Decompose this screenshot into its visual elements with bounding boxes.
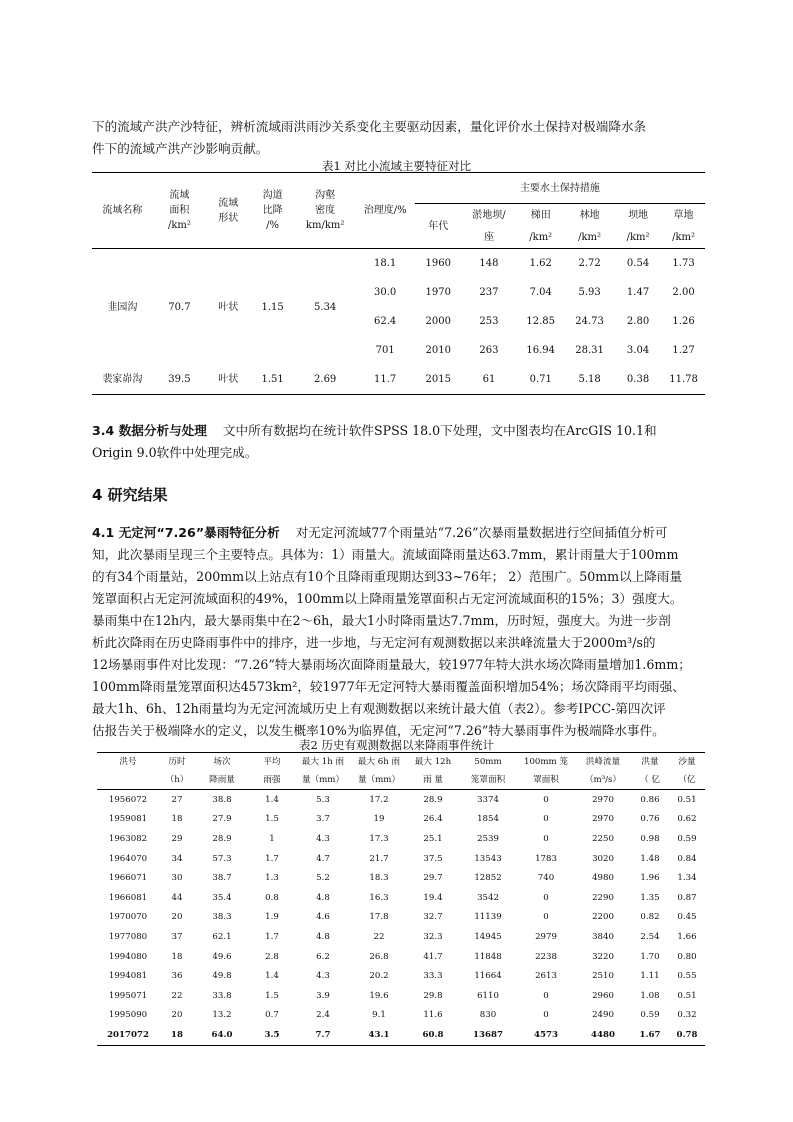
paragraph-line: 暴雨集中在12h内，最大暴雨集中在2～6h，最大1小时降雨量达7.7mm，历时短，强度大。为进一步剖: [92, 613, 671, 628]
table-cell: 2510: [592, 971, 614, 982]
table-cell: 1977080: [108, 931, 148, 942]
table-cell: 0.54: [626, 258, 650, 269]
table-cell: 29.7: [423, 873, 443, 884]
table-cell: 70.7: [168, 301, 191, 313]
table-cell: 0.78: [676, 1029, 698, 1040]
table-cell: 18: [171, 1029, 183, 1040]
table-cell: 19.6: [369, 990, 389, 1001]
table-cell: 叶状: [218, 374, 239, 385]
table-cell: 5.93: [578, 287, 601, 298]
header-cell: 座: [483, 231, 494, 243]
table-cell: 38.7: [212, 873, 232, 884]
table-cell: 0.51: [677, 794, 697, 805]
table-cell: 2613: [535, 971, 557, 982]
table-cell: 1.26: [672, 316, 695, 327]
basin-name-cell: 裴家峁沟: [102, 374, 143, 385]
section-4-heading: 4 研究结果: [92, 486, 168, 504]
table-cell: 2010: [425, 345, 451, 356]
header-cell: 最大 1h 雨: [301, 757, 345, 767]
table-cell: 2290: [592, 892, 614, 903]
table-cell: 18: [171, 951, 183, 962]
table-cell: 4980: [592, 873, 614, 884]
table-cell: 0.55: [677, 971, 697, 982]
table-cell: 19: [373, 814, 385, 825]
paragraph-line: 笼罩面积占无定河流域面积的49%，100mm以上降雨量笼罩面积占无定河流域面积的15%；3）强度大。: [92, 591, 683, 606]
table-row: [97, 927, 705, 947]
intro-paragraph: [92, 116, 704, 160]
table-cell: 1966081: [108, 892, 148, 903]
table-cell: 0.76: [640, 814, 660, 825]
table2-header-row: [97, 753, 705, 772]
header-cell: 梯田: [530, 209, 551, 221]
table-cell: 19.4: [423, 892, 443, 903]
table-cell: 0.82: [640, 912, 660, 923]
table-cell: 17.8: [369, 912, 389, 923]
table-cell: 237: [479, 287, 499, 298]
intro-line: 下的流域产洪产沙特征，辨析流域雨洪雨沙关系变化主要驱动因素，量化评价水土保持对极端降水条: [92, 119, 647, 134]
table-cell: 16.3: [369, 892, 389, 903]
table-cell: 253: [479, 316, 499, 327]
table-cell: 1.34: [677, 873, 697, 884]
table-cell: 18: [171, 814, 183, 825]
table-cell: 0.59: [677, 833, 697, 844]
table-cell: 1.27: [672, 345, 695, 356]
table-cell: 1.51: [261, 374, 284, 385]
table-cell: 21.7: [369, 853, 389, 864]
table-cell: 0.86: [640, 794, 660, 805]
table-row: [97, 790, 705, 810]
table-cell: 740: [537, 873, 555, 884]
table-cell: 22: [373, 931, 385, 942]
table-cell: 22: [171, 990, 183, 1001]
table-cell: 1.11: [640, 971, 660, 982]
table-cell: 0.71: [529, 374, 552, 385]
table-cell: 1.9: [265, 912, 279, 923]
table-cell: 35.4: [212, 892, 232, 903]
table-cell: 36: [171, 971, 183, 982]
table-cell: 1.5: [265, 814, 279, 825]
table-cell: 30.0: [374, 287, 397, 298]
header-cell: /km²: [626, 231, 650, 243]
table-cell: 24.73: [575, 316, 604, 327]
table-cell: 3.9: [316, 990, 330, 1001]
header-cell: [250, 173, 295, 249]
table-cell: 0: [543, 814, 549, 825]
table-cell: 44: [171, 892, 183, 903]
table-row: [97, 986, 705, 1006]
table-cell: 34: [171, 853, 183, 864]
table-cell: 1783: [535, 853, 557, 864]
table-cell: 20: [171, 912, 183, 923]
section-heading: 4.1 无定河“7.26”暴雨特征分析: [92, 525, 280, 540]
table-cell: 0: [543, 912, 549, 923]
table-cell: 37: [171, 931, 183, 942]
table-cell: 2490: [592, 1010, 614, 1021]
header-cell: 量（mm）: [357, 775, 401, 785]
table-cell: 0.45: [677, 912, 697, 923]
header-cell: （亿: [678, 775, 696, 785]
table-cell: 29.8: [423, 990, 443, 1001]
header-text: 流域: [218, 197, 239, 209]
table-cell: 0.80: [677, 951, 697, 962]
table-cell: 1964070: [108, 853, 148, 864]
table-cell: 11.7: [374, 374, 397, 385]
header-cell: 淤地坝/: [472, 209, 506, 221]
table-row: [92, 249, 705, 279]
table-cell: 0.62: [677, 814, 697, 825]
table-row: [97, 1025, 705, 1045]
table-cell: 0.98: [640, 833, 660, 844]
table-cell: 13543: [474, 853, 502, 864]
paragraph-line: 12场暴雨事件对比发现：“7.26”特大暴雨场次面降雨量最大，较1977年特大洪水场次降雨量增加1.6mm；: [92, 657, 691, 672]
table-cell: 2.72: [578, 258, 601, 269]
header-cell: 年代: [415, 204, 462, 249]
table-cell: 1.73: [672, 258, 695, 269]
table-cell: 1: [269, 833, 275, 844]
table-cell: 1994081: [108, 971, 148, 982]
table-cell: 4.8: [316, 892, 330, 903]
table-cell: 2250: [592, 833, 614, 844]
table-cell: 0.59: [640, 1010, 660, 1021]
table-cell: 1.15: [261, 301, 284, 313]
paragraph-text: Origin 9.0软件中处理完成。: [92, 445, 258, 460]
intro-line: 件下的流域产洪产沙影响贡献。: [92, 141, 269, 156]
header-text: 形状: [218, 212, 239, 224]
table-cell: 4.8: [316, 931, 330, 942]
header-cell: 100mm 笼: [523, 757, 569, 767]
table-cell: 3542: [477, 892, 499, 903]
header-cell: 最大 6h 雨: [357, 757, 401, 767]
table-row: [97, 947, 705, 967]
table-cell: 1.08: [640, 990, 660, 1001]
table-cell: 20: [171, 1010, 183, 1021]
table-cell: 2.4: [316, 1010, 330, 1021]
table-cell: 2.80: [626, 316, 650, 327]
table-cell: 1.96: [640, 873, 660, 884]
table-cell: 17.3: [369, 833, 389, 844]
header-cell: 罩面积: [533, 775, 559, 785]
table-cell: 29: [171, 833, 183, 844]
table-cell: 33.3: [423, 971, 443, 982]
table-cell: 1.4: [265, 971, 279, 982]
table-cell: 4.7: [316, 853, 330, 864]
table-cell: 14945: [474, 931, 502, 942]
table-cell: 701: [375, 345, 395, 356]
table-cell: 0.84: [677, 853, 697, 864]
table-cell: 49.6: [212, 951, 232, 962]
table-cell: 3374: [477, 794, 499, 805]
table-cell: 2.00: [672, 287, 695, 298]
table-row: [97, 908, 705, 928]
header-cell: 治理度/%: [355, 173, 414, 249]
table-cell: 0: [543, 990, 549, 1001]
table-cell: 16.94: [526, 345, 556, 356]
paragraph-line: 100mm降雨量笼罩面积达4573km²，较1977年无定河特大暴雨覆盖面积增加54%；场次降雨平均雨强、: [92, 679, 685, 694]
table1-header-row: [92, 173, 705, 204]
table-cell: 1959081: [108, 814, 148, 825]
table-cell: 5.2: [316, 873, 330, 884]
table-cell: 33.8: [212, 990, 232, 1001]
table-row: [97, 829, 705, 849]
table-row: [97, 888, 705, 908]
table-cell: 4480: [591, 1029, 615, 1040]
table-cell: 27: [171, 794, 183, 805]
table-cell: 0.8: [265, 892, 279, 903]
table-cell: 4.3: [316, 833, 330, 844]
table-cell: 5.3: [316, 794, 330, 805]
header-cell: 洪峰流量: [585, 757, 621, 767]
table-cell: 41.7: [423, 951, 443, 962]
table-cell: 1970: [425, 287, 451, 298]
section-heading: 3.4 数据分析与处理: [92, 423, 207, 438]
table-cell: 1966071: [108, 873, 148, 884]
header-cell: 雨 量: [423, 775, 443, 785]
table-cell: 11.6: [423, 1010, 443, 1021]
header-cell: [153, 173, 206, 249]
table-cell: 18.1: [374, 258, 397, 269]
header-text: km/km²: [305, 220, 345, 231]
table-cell: 1.47: [626, 287, 650, 298]
table-cell: 叶状: [218, 301, 239, 313]
paragraph-line: 对无定河流域77个雨量站“7.26”次暴雨量数据进行空间插值分析可: [295, 525, 668, 540]
paragraph-text: 文中所有数据均在统计软件SPSS 18.0下处理，文中图表均在ArcGIS 10.1和: [222, 423, 657, 438]
paragraph-line: 的有34个雨量站，200mm以上站点有10个且降雨重现期达到33~76年； 2）范围广。50mm以上降雨量: [92, 569, 683, 584]
table-cell: 2970: [592, 814, 614, 825]
table-cell: 0.32: [677, 1010, 697, 1021]
table-cell: 2970: [592, 794, 614, 805]
table-cell: 1963082: [108, 833, 148, 844]
header-text: 流域: [169, 190, 190, 201]
table-cell: 6110: [477, 990, 499, 1001]
table-cell: 4573: [534, 1029, 558, 1040]
table-cell: 1.70: [640, 951, 660, 962]
table-cell: 3.7: [316, 814, 330, 825]
table-cell: 4.6: [316, 912, 330, 923]
header-text: 沟道: [262, 190, 283, 201]
table-cell: 2238: [535, 951, 557, 962]
table-cell: 1.35: [640, 892, 660, 903]
table-cell: 0.38: [626, 374, 650, 385]
table-cell: 0: [543, 794, 549, 805]
table-cell: 1995090: [108, 1010, 148, 1021]
table-cell: 2979: [535, 931, 557, 942]
table-cell: 6.2: [316, 951, 330, 962]
header-cell: 雨强: [263, 775, 281, 785]
header-cell: [97, 771, 159, 790]
table-cell: 0.7: [265, 1010, 279, 1021]
header-cell: 平均: [263, 757, 281, 767]
table-cell: 30: [171, 873, 183, 884]
header-cell: （h）: [165, 775, 189, 785]
section-4-1-paragraph: [92, 522, 704, 742]
table-cell: 17.2: [369, 794, 389, 805]
table-cell: 7.7: [315, 1029, 331, 1040]
table-cell: 1960: [425, 258, 451, 269]
table-cell: 3.04: [626, 345, 650, 356]
header-cell: 历时: [168, 757, 186, 767]
header-cell: 场次: [213, 757, 231, 767]
table-cell: 1854: [477, 814, 499, 825]
table-cell: 26.8: [369, 951, 389, 962]
table-cell: 0.51: [677, 990, 697, 1001]
table-cell: 1.7: [265, 853, 279, 864]
table-cell: 11139: [474, 912, 502, 923]
table-cell: 2000: [425, 316, 451, 327]
table-cell: 5.18: [578, 374, 601, 385]
table-cell: 9.1: [372, 1010, 386, 1021]
table-row: [97, 810, 705, 830]
table2-header-row: [97, 771, 705, 790]
table-cell: 57.3: [212, 853, 232, 864]
table-cell: 3.5: [264, 1029, 280, 1040]
header-text: 密度: [315, 205, 336, 216]
table-cell: 64.0: [211, 1029, 233, 1040]
table-cell: 18.3: [369, 873, 389, 884]
table-cell: 1994080: [108, 951, 148, 962]
header-cell: 量（mm）: [301, 775, 345, 785]
table-cell: 37.5: [423, 853, 443, 864]
table-cell: 1.66: [677, 931, 697, 942]
table-cell: 5.34: [314, 301, 337, 313]
table1: [92, 172, 705, 395]
table-cell: 2017072: [107, 1029, 149, 1040]
header-text: 面积: [169, 205, 190, 216]
table-cell: 43.1: [368, 1029, 390, 1040]
table-cell: 61: [482, 374, 496, 385]
table-cell: 2.69: [314, 374, 337, 385]
table-cell: 4.3: [316, 971, 330, 982]
table-cell: 32.7: [423, 912, 443, 923]
table-cell: 11664: [474, 971, 502, 982]
table-cell: 12852: [474, 873, 502, 884]
table-cell: 39.5: [168, 374, 191, 385]
table-cell: 2015: [425, 374, 451, 385]
table-cell: 13687: [473, 1029, 503, 1040]
header-text: 沟壑: [315, 190, 336, 201]
table-cell: 3840: [592, 931, 614, 942]
table-cell: 2539: [477, 833, 499, 844]
paragraph-line: 最大1h、6h、12h雨量均为无定河流域历史上有观测数据以来统计最大值（表2）。参考IPCC-第四次评: [92, 701, 666, 716]
header-cell: 草地: [673, 209, 694, 221]
table-cell: 62.4: [374, 316, 397, 327]
header-cell: 洪量: [641, 757, 659, 767]
table-cell: 1.5: [265, 990, 279, 1001]
table-cell: 0: [543, 1010, 549, 1021]
header-cell: /km²: [672, 231, 696, 243]
section-3-4-paragraph: [92, 420, 704, 464]
header-cell: /km²: [578, 231, 602, 243]
table-cell: 12.85: [526, 316, 556, 327]
table-cell: 1.4: [265, 794, 279, 805]
table-cell: 0: [543, 833, 549, 844]
table-cell: 0: [543, 892, 549, 903]
table-cell: 60.8: [422, 1029, 444, 1040]
header-cell: 50mm: [474, 757, 502, 767]
table-cell: 2.8: [265, 951, 279, 962]
table-cell: 1.7: [265, 931, 279, 942]
table-cell: 1.67: [639, 1029, 661, 1040]
header-text: /km²: [167, 220, 191, 231]
header-cell: 笼罩面积: [470, 775, 506, 785]
table-row: [97, 868, 705, 888]
table-cell: 11848: [474, 951, 502, 962]
table-cell: 28.9: [212, 833, 232, 844]
table-cell: 830: [479, 1010, 497, 1021]
table-cell: 7.04: [529, 287, 552, 298]
table-cell: 26.4: [423, 814, 443, 825]
table-cell: 62.1: [212, 931, 232, 942]
header-cell: [206, 173, 250, 249]
table-cell: 3220: [592, 951, 614, 962]
table-cell: 13.2: [212, 1010, 232, 1021]
header-cell: [295, 173, 356, 249]
table-cell: 2200: [592, 912, 614, 923]
table-cell: 38.8: [212, 794, 232, 805]
table-row: [92, 365, 705, 395]
table-cell: 20.2: [369, 971, 389, 982]
table1-caption: 表1 对比小流域主要特征对比: [322, 159, 471, 173]
header-cell: （ 亿: [640, 775, 660, 785]
header-cell: （m³/s）: [584, 775, 622, 785]
paragraph-line: 知，此次暴雨呈现三个主要特点。具体为：1）雨量大。流域面降雨量达63.7mm，累计雨量大于100mm: [92, 547, 679, 562]
header-cell: 流域名称: [92, 173, 153, 249]
table-cell: 27.9: [212, 814, 232, 825]
table-cell: 28.31: [575, 345, 604, 356]
table-cell: 38.3: [212, 912, 232, 923]
header-cell: 最大 12h: [414, 757, 452, 767]
header-cell: 沙量: [678, 757, 696, 767]
table-cell: 1.48: [640, 853, 660, 864]
header-cell: 林地: [579, 209, 600, 221]
table-cell: 28.9: [423, 794, 443, 805]
paragraph-line: 估报告关于极端降水的定义，以发生概率10%为临界值，无定河“7.26”特大暴雨事件为极端降水事件。: [92, 723, 665, 738]
header-cell: /km²: [529, 231, 553, 243]
table-row: [97, 849, 705, 869]
header-text: /%: [266, 220, 280, 231]
basin-name-cell: 韭园沟: [107, 301, 138, 313]
table-cell: 1995071: [108, 990, 148, 1001]
paragraph-line: 析此次降雨在历史降雨事件中的排序，进一步地，与无定河有观测数据以来洪峰流量大于2000m³/s的: [92, 635, 656, 650]
table2: [97, 752, 705, 1046]
table-cell: 1.3: [265, 873, 279, 884]
table-cell: 11.78: [669, 374, 698, 385]
header-group-cell: 主要水土保持措施: [415, 173, 705, 204]
table-cell: 2.54: [640, 931, 660, 942]
table-cell: 1.62: [529, 258, 552, 269]
header-cell: 降雨量: [209, 775, 235, 785]
header-cell: 洪号: [119, 757, 137, 767]
table-cell: 2960: [592, 990, 614, 1001]
table-cell: 25.1: [423, 833, 443, 844]
table-row: [97, 1006, 705, 1026]
table-cell: 0.87: [677, 892, 697, 903]
table-row: [97, 966, 705, 986]
table-cell: 1956072: [108, 794, 148, 805]
header-cell: 坝地: [628, 209, 649, 221]
table-cell: 49.8: [212, 971, 232, 982]
table-cell: 1970070: [108, 912, 148, 923]
table-cell: 263: [479, 345, 499, 356]
header-text: 比降: [262, 205, 283, 216]
table2-caption: 表2 历史有观测数据以来降雨事件统计: [299, 738, 494, 752]
table-cell: 32.3: [423, 931, 443, 942]
table-cell: 148: [479, 258, 499, 269]
table-cell: 3020: [592, 853, 614, 864]
